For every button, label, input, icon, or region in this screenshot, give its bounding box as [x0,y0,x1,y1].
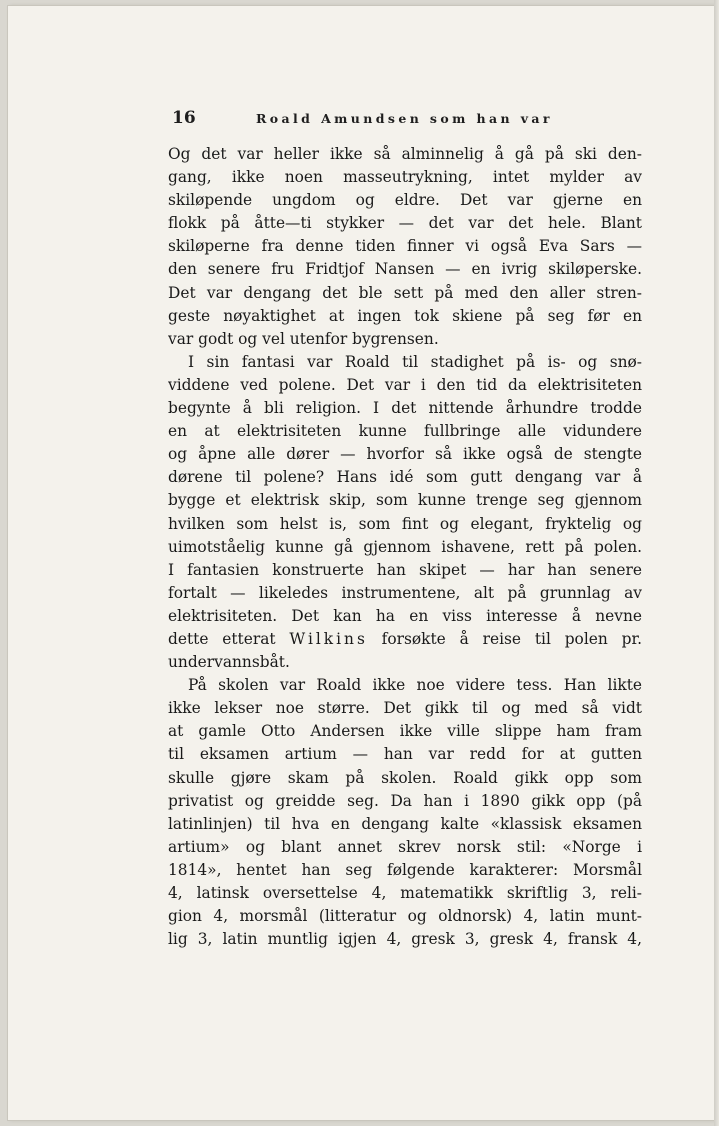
text-line: elektrisiteten. Det kan ha en viss interesse å nevne [168,606,642,625]
text-line: hvilken som helst is, som fint og elegant, fryktelig og [168,514,642,533]
text-line: begynte å bli religion. I det nittende århundre trodde [168,399,642,418]
text-line: en at elektrisiteten kunne fullbringe alle vidundere [168,422,642,441]
text-line: flokk på åtte—ti stykker — det var det hele. Blant [168,214,642,233]
text-line: skiløperne fra denne tiden finner vi også Eva Sars — [168,237,642,256]
page-number: 16 [172,108,196,128]
text-line: 1814», hentet han seg følgende karakterer: Morsmål [168,860,642,879]
running-title: Roald Amundsen som han var [256,111,553,126]
text-line: viddene ved polene. Det var i den tid da elektrisiteten [168,375,642,394]
page-edge [714,0,719,1126]
text-line: ikke lekser noe større. Det gikk til og med så vidt [168,699,642,718]
text-line: latinlinjen) til hva en dengang kalte «klassisk eksamen [168,814,642,833]
text-line: at gamle Otto Andersen ikke ville slippe ham fram [168,722,642,741]
text-line: bygge et elektrisk skip, som kunne trenge seg gjennom [168,491,642,510]
text-line: var godt og vel utenfor bygrensen. [168,329,439,348]
text-line: gang, ikke noen masseutrykning, intet mylder av [168,168,642,187]
text-line: fortalt — likeledes instrumentene, alt på grunnlag av [168,583,642,602]
spaced-name: Wilkins [289,629,368,648]
text-line: 4, latinsk oversettelse 4, matematikk skriftlig 3, reli- [168,884,642,902]
text-line: undervannsbåt. [168,653,290,672]
text-line: Og det var heller ikke så alminnelig å gå på ski den- [168,145,642,163]
text-line: og åpne alle dører — hvorfor så ikke også de stengte [168,445,642,464]
text-line: lig 3, latin muntlig igjen 4, gresk 3, gresk 4, fransk 4, [168,930,642,949]
line-prefix: dette etterat [168,629,290,648]
text-line: På skolen var Roald ikke noe videre tess. Han likte [188,676,642,695]
text-line: dørene til polene? Hans idé som gutt dengang var å [168,468,642,487]
body-text [168,143,642,951]
text-line: I sin fantasi var Roald til stadighet på is- og snø- [188,352,642,371]
text-line: Det var dengang det ble sett på med den aller stren- [168,283,642,302]
text-line: til eksamen artium — han var redd for at gutten [168,745,642,764]
text-line: artium» og blant annet skrev norsk stil: «Norge i [168,837,642,856]
line-suffix: forsøkte å reise til polen pr. [367,629,642,648]
text-line: gion 4, morsmål (litteratur og oldnorsk) 4, latin munt- [168,907,642,926]
text-line: I fantasien konstruerte han skipet — har han senere [168,560,642,579]
text-line: privatist og greidde seg. Da han i 1890 gikk opp (på [168,791,642,810]
page-header [164,108,648,132]
text-line: den senere fru Fridtjof Nansen — en ivrig skiløperske. [168,260,642,279]
text-line: uimotståelig kunne gå gjennom ishavene, rett på polen. [168,537,642,556]
text-line: geste nøyaktighet at ingen tok skiene på seg før en [168,306,642,325]
text-line: skulle gjøre skam på skolen. Roald gikk opp som [168,768,642,787]
text-line: skiløpende ungdom og eldre. Det var gjerne en [168,191,642,210]
text-line-with-spaced-name [168,628,642,651]
